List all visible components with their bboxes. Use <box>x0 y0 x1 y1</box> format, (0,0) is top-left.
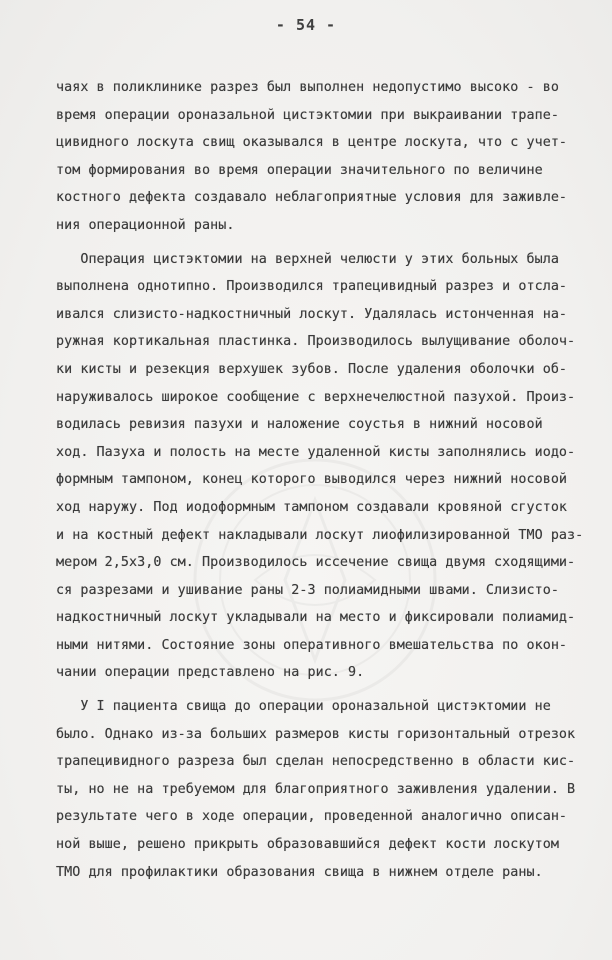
page-number: - 54 - <box>275 16 337 34</box>
text-line: и на костный дефект накладывали лоскут лиофилизированной ТМО раз- <box>56 527 584 543</box>
paragraph-1 <box>56 74 578 240</box>
text-line: У I пациента свища до операции ороназальной цистэктомии не <box>56 699 551 715</box>
document-body <box>56 74 584 886</box>
text-line: чании операции представлено на рис. 9. <box>56 665 365 681</box>
text-line: ными нитями. Состояние зоны оперативного вмешательства по окон- <box>56 637 568 653</box>
paragraph-3 <box>56 693 578 886</box>
text-line: ной выше, решено прикрыть образовавшийся дефект кости лоскутом <box>56 837 559 853</box>
text-line: том формирования во время операции значительного по величине <box>56 162 543 178</box>
text-line: чаях в поликлинике разрез был выполнен недопустимо высоко - во <box>56 80 559 95</box>
text-line: водилась ревизия пазухи и наложение соустья в нижний носовой <box>56 417 543 433</box>
text-line: цивидного лоскута свищ оказывался в центре лоскута, что с учет- <box>56 135 568 151</box>
text-line: ход. Пазуха и полость на месте удаленной кисты заполнялись иодо- <box>56 444 576 460</box>
paragraph-2 <box>56 246 584 688</box>
text-line: ТМО для профилактики образования свища в нижнем отделе раны. <box>56 864 543 880</box>
text-line: было. Однако из-за больших размеров кисты горизонтальный отрезок <box>56 726 576 742</box>
text-line: костного дефекта создавало неблагоприятные условия для заживле- <box>56 190 568 206</box>
text-line: ружная кортикальная пластинка. Производилось вылущивание оболоч- <box>56 334 576 350</box>
text-line: ся разрезами и ушивание раны 2-3 полиамидными швами. Слизисто- <box>56 582 559 598</box>
text-line: ход наружу. Под иодоформным тампоном создавали кровяной сгусток <box>56 499 568 515</box>
text-line: ки кисты и резекция верхушек зубов. После удаления оболочки об- <box>56 361 568 377</box>
text-line: формным тампоном, конец которого выводился через нижний носовой <box>56 472 568 488</box>
text-line: наруживалось широкое сообщение с верхнечелюстной пазухой. Произ- <box>56 389 576 405</box>
text-line: мером 2,5х3,0 см. Производилось иссечение свища двумя сходящими- <box>56 555 576 571</box>
text-line: ивался слизисто-надкостничный лоскут. Удалялась истонченная на- <box>56 306 568 322</box>
text-line: ты, но не на требуемом для благоприятного заживления удалении. В <box>56 781 576 797</box>
text-line: результате чего в ходе операции, проведенной аналогично описан- <box>56 809 568 825</box>
text-line: выполнена однотипно. Производился трапецивидный разрез и отсла- <box>56 279 568 295</box>
text-line: трапецивидного разреза был сделан непосредственно в области кис- <box>56 754 576 770</box>
text-line: Операция цистэктомии на верхней челюсти у этих больных была <box>56 251 559 267</box>
text-line: ния операционной раны. <box>56 217 235 233</box>
text-line: время операции оронaзальной цистэктомии при выкраивании трапе- <box>56 107 559 123</box>
text-line: надкостничный лоскут укладывали на место и фиксировали полиамид- <box>56 610 576 626</box>
